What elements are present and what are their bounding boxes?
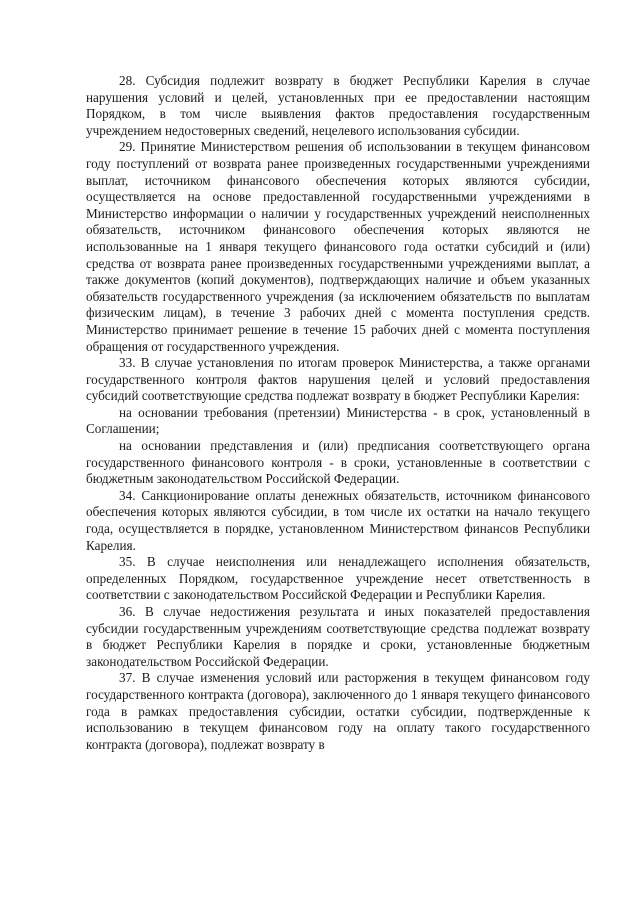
paragraph-33-control: на основании представления и (или) предписания соответствующего органа государственного финансового контроля - в сроки, установленные в соответствии с бюджетным законодательством Российской Федерации. [86, 438, 590, 487]
document-body [86, 73, 590, 753]
paragraph-28: 28. Субсидия подлежит возврату в бюджет Республики Карелия в случае нарушения условий и целей, установленных при ее предоставлении настоящим Порядком, в том числе выявления фактов предоставления государственным учреждением недостоверных сведений, нецелевого использования субсидии. [86, 73, 590, 138]
paragraph-35: 35. В случае неисполнения или ненадлежащего исполнения обязательств, определенных Порядком, государственное учреждение несет ответственность в соответствии с законодательством Российской Федерации и Республики Карелия. [86, 554, 590, 603]
paragraph-37: 37. В случае изменения условий или расторжения в текущем финансовом году государственного контракта (договора), заключенного до 1 января текущего финансового года в рамках предоставления субсидии, остатки субсидии, подтвержденные к использованию в текущем финансовом году на оплату такого государственного контракта (договора), подлежат возврату в [86, 670, 590, 752]
paragraph-36: 36. В случае недостижения результата и иных показателей предоставления субсидии государственным учреждениям соответствующие средства подлежат возврату в бюджет Республики Карелия в порядке и сроки, установленные бюджетным законодательством Российской Федерации. [86, 604, 590, 669]
paragraph-34: 34. Санкционирование оплаты денежных обязательств, источником финансового обеспечения которых являются субсидии, в том числе их остатки на начало текущего года, осуществляется в порядке, установленном Министерством финансов Республики Карелия. [86, 487, 590, 553]
paragraph-33: 33. В случае установления по итогам проверок Министерства, а также органами государственного контроля фактов нарушения целей и условий предоставления субсидий соответствующие средства подлежат возврату в бюджет Республики Карелия: [86, 355, 590, 404]
paragraph-33-claim: на основании требования (претензии) Министерства - в срок, установленный в Соглашении; [86, 404, 590, 437]
paragraph-29: 29. Принятие Министерством решения об использовании в текущем финансовом году поступлений от возврата ранее произведенных государственными учреждениями выплат, источником финансового обеспечения которых являются субсидии, осуществляется на основе предоставленной государственными учреждениями в Министерство информации о наличии у государственных учреждений неисполненных обязательств, источником финансового обеспечения которых являются не использованные на 1 января текущего финансового года остатки субсидий и (или) средства от возврата ранее произведенных государственными учреждениями выплат, а также документов (копий документов), подтверждающих наличие и объем указанных обязательств государственного учреждения (за исключением обязательств по выплатам физическим лицам), в течение 3 рабочих дней с момента поступления средств. Министерство принимает решение в течение 15 рабочих дней с момента поступления обращения от государственного учреждения. [86, 139, 590, 354]
